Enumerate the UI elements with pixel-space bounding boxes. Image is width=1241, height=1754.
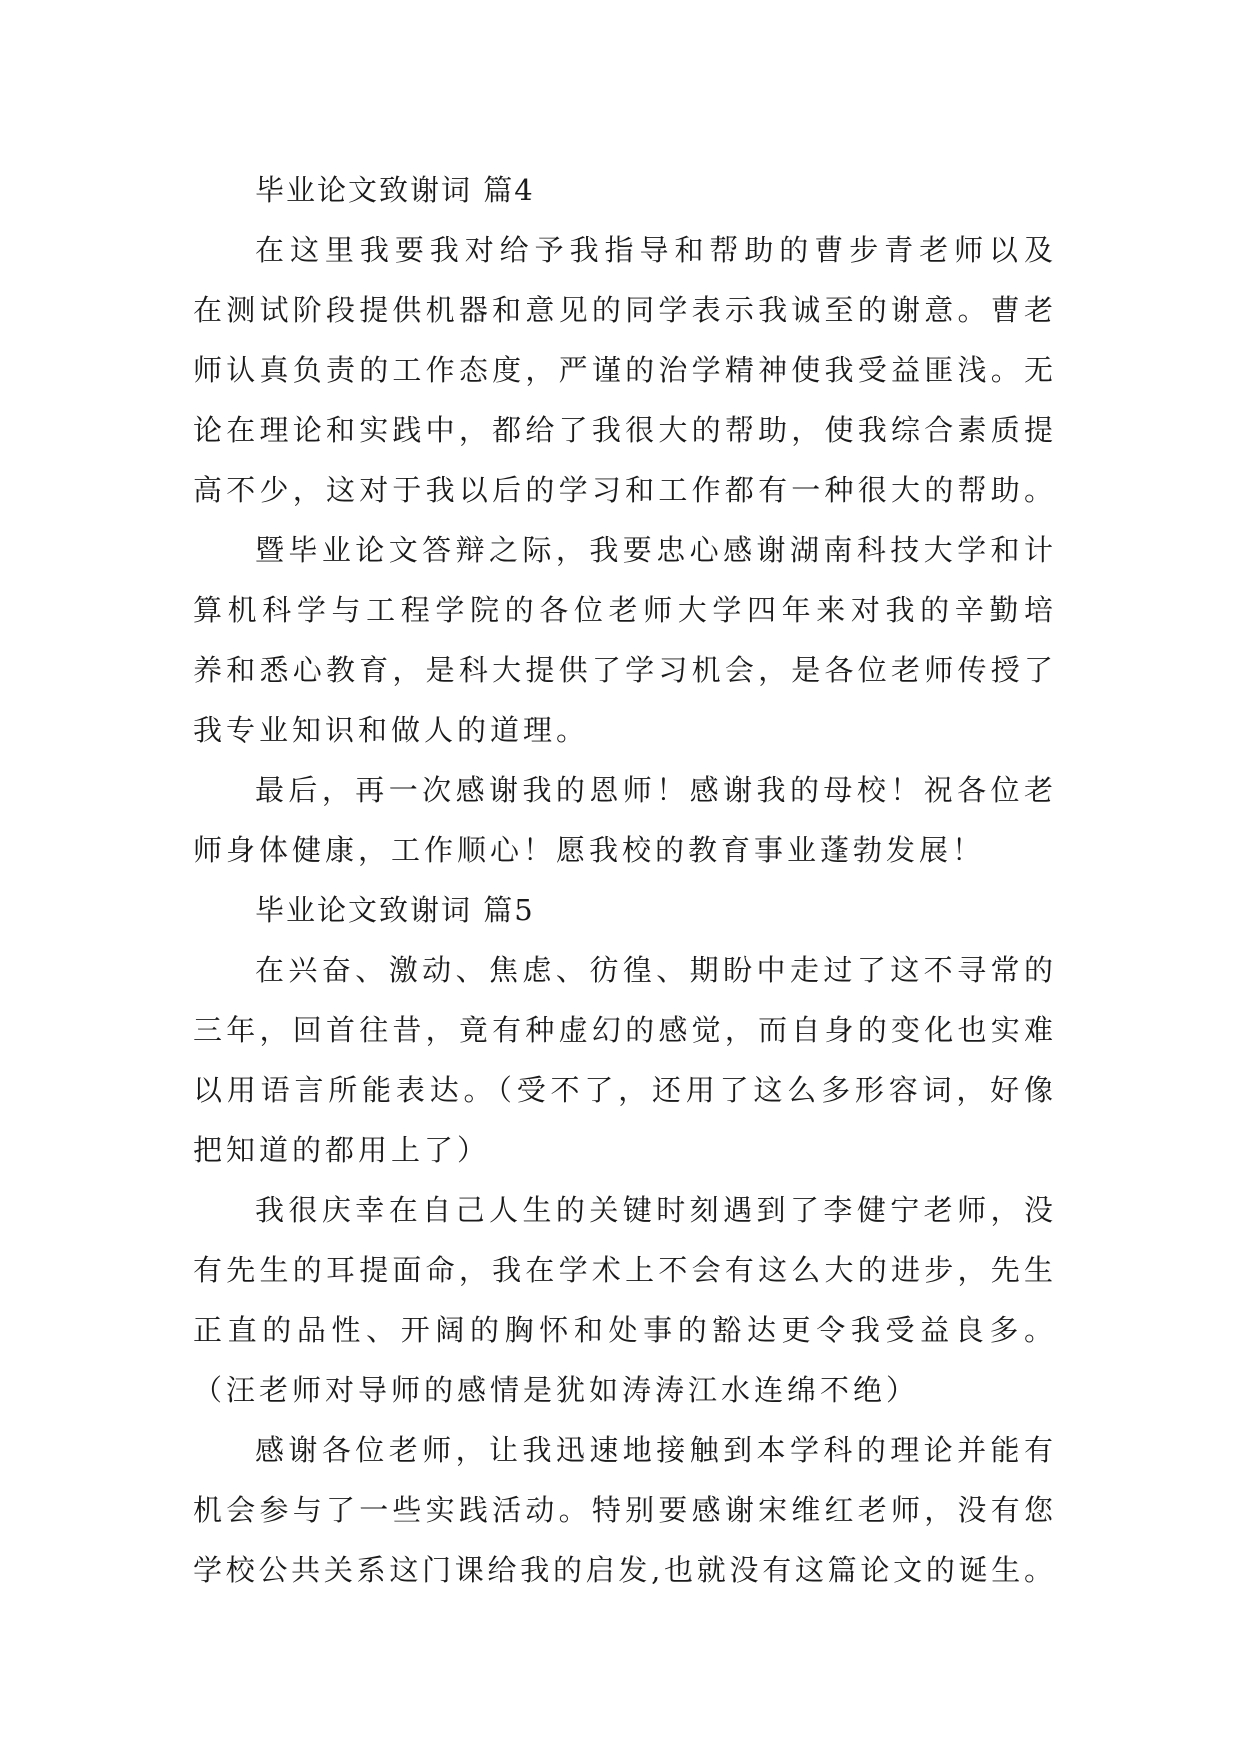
paragraph-line: 最后，再一次感谢我的恩师！感谢我的母校！祝各位老 [255,773,1053,807]
paragraph-line: 感谢各位老师，让我迅速地接触到本学科的理论并能有 [255,1433,1053,1467]
paragraph-line: 算机科学与工程学院的各位老师大学四年来对我的辛勤培 [193,593,1053,627]
section-5 [193,880,1053,1600]
paragraph-line: 我专业知识和做人的道理。 [193,713,590,747]
paragraph [193,1420,1053,1600]
paragraph-line: 正直的品性、开阔的胸怀和处事的豁达更令我受益良多。 [193,1313,1053,1347]
section-4 [193,160,1053,880]
document-body [193,160,1053,1600]
paragraph-line: 以用语言所能表达。（受不了，还用了这么多形容词，好像 [193,1073,1053,1107]
paragraph [193,220,1053,520]
paragraph [193,520,1053,760]
paragraph-line: 师身体健康，工作顺心！愿我校的教育事业蓬勃发展！ [193,833,986,867]
section-heading: 毕业论文致谢词 篇5 [255,893,535,927]
paragraph-line: 论在理论和实践中，都给了我很大的帮助，使我综合素质提 [193,413,1053,447]
paragraph-line: 高不少，这对于我以后的学习和工作都有一种很大的帮助。 [193,473,1053,507]
paragraph-line: 在兴奋、激动、焦虑、彷徨、期盼中走过了这不寻常的 [255,953,1053,987]
paragraph-line: 三年，回首往昔，竟有种虚幻的感觉，而自身的变化也实难 [193,1013,1053,1047]
paragraph-line: 暨毕业论文答辩之际，我要忠心感谢湖南科技大学和计 [255,533,1053,567]
paragraph [193,1180,1053,1420]
section-heading: 毕业论文致谢词 篇4 [255,173,535,207]
paragraph-line: 把知道的都用上了） [193,1133,491,1167]
paragraph [193,760,1053,880]
paragraph-line: 有先生的耳提面命，我在学术上不会有这么大的进步，先生 [193,1253,1053,1287]
paragraph [193,940,1053,1180]
paragraph-line: 机会参与了一些实践活动。特别要感谢宋维红老师，没有您 [193,1493,1053,1527]
paragraph-line: 在这里我要我对给予我指导和帮助的曹步青老师以及 [255,233,1053,267]
paragraph-line: （汪老师对导师的感情是犹如涛涛江水连绵不绝） [193,1373,920,1407]
paragraph-line: 在测试阶段提供机器和意见的同学表示我诚至的谢意。曹老 [193,293,1053,327]
paragraph-line: 养和悉心教育，是科大提供了学习机会，是各位老师传授了 [193,653,1053,687]
paragraph-line: 师认真负责的工作态度，严谨的治学精神使我受益匪浅。无 [193,353,1053,387]
paragraph-line: 我很庆幸在自己人生的关键时刻遇到了李健宁老师，没 [255,1193,1053,1227]
paragraph-line: 学校公共关系这门课给我的启发,也就没有这篇论文的诞生。 [193,1553,1053,1587]
